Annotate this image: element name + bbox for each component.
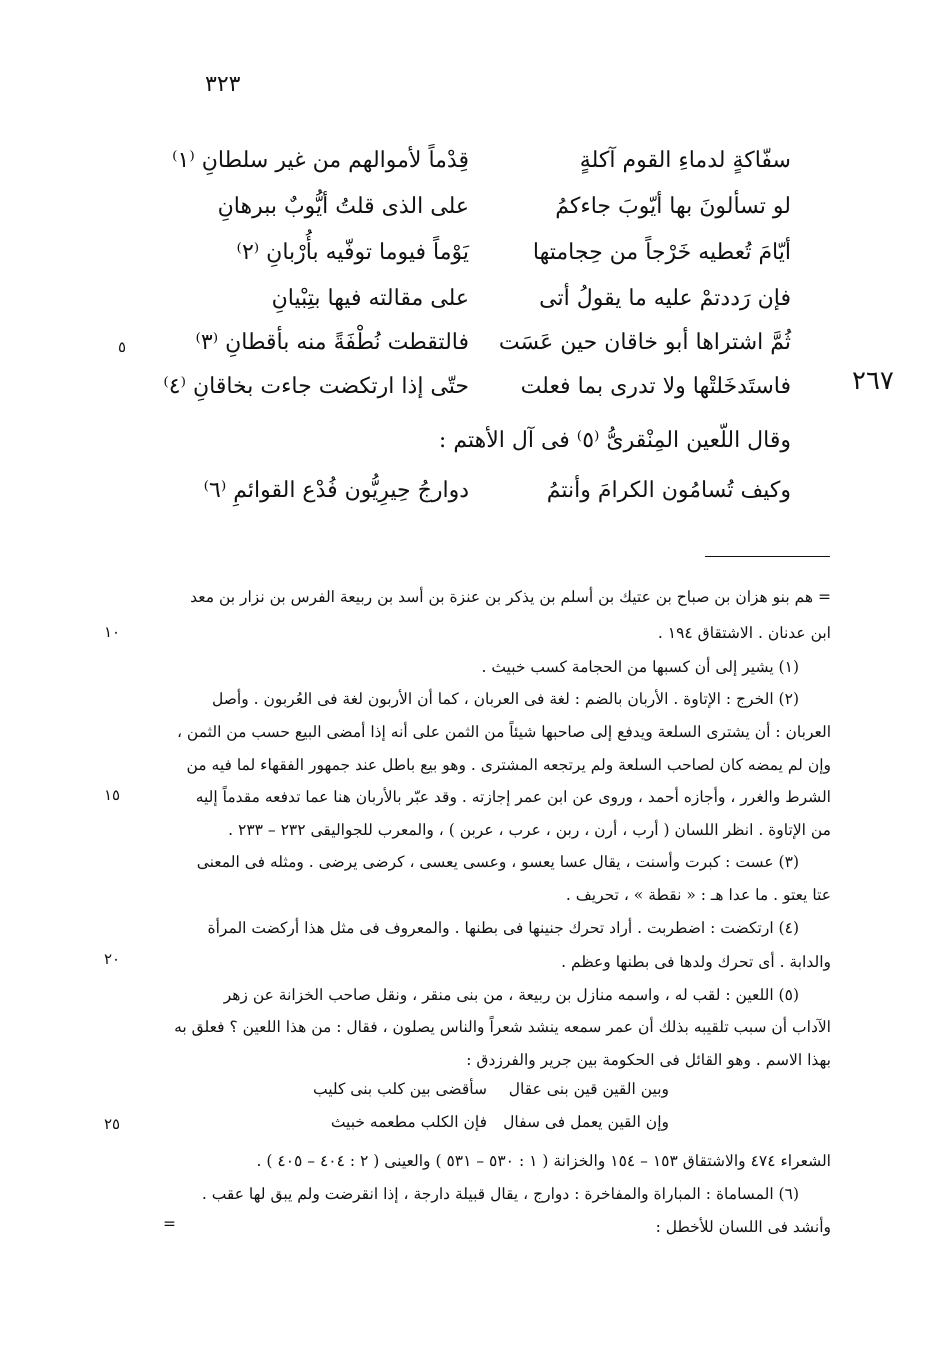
continuation-mark: =: [163, 1215, 176, 1233]
verse-1-second-hemistich: قِدْماً لأموالهم من غير سلطانِ ⁽١⁾: [172, 148, 469, 173]
footnote-line: الآداب أن سبب تلقيبه بذلك أن عمر سمعه ينشد شعراً والناس يصلون ، فقال : من هذا اللعين ؟ فعلق به: [174, 1018, 831, 1036]
footnote-verse-2-second: وإن القين يعمل فى سفال: [503, 1113, 669, 1131]
footnote-line: = هم بنو هزان بن صباح بن عتيك بن أسلم بن يذكر بن عنزة بن أسد بن ربيعة الفرس بن نزار بن معد: [190, 588, 831, 606]
footnote-line: وإن لم يمضه كان لصاحب السلعة ولم يرتجعه المشترى . وهو بيع باطل عند جمهور الفقهاء لما فيه من: [186, 756, 831, 774]
verse-5-first-hemistich: ثُمَّ اشتراها أبو خاقان حين عَسَت: [498, 330, 791, 355]
footnote-line: (١) يشير إلى أن كسبها من الحجامة كسب خبيث .: [481, 658, 799, 676]
footnote-line: (٦) المساماة : المباراة والمفاخرة : دوارج ، يقال قبيلة دارجة ، إذا انقرضت ولم يبق لها عقب .: [201, 1185, 799, 1203]
verse-7-first-hemistich: وكيف تُسامُون الكرامَ وأنتمُ: [546, 478, 791, 503]
footnote-line: من الإتاوة . انظر اللسان ( أرب ، أرن ، ربن ، عرب ، عربن ) ، والمعرب للجواليقى ٢٣٢ – ٢٣٣ .: [228, 821, 831, 839]
footnote-line: الشعراء ٤٧٤ والاشتقاق ١٥٣ – ١٥٤ والخزانة ( ١ : ٥٣٠ – ٥٣١ ) والعينى ( ٢ : ٤٠٤ – ٤٠٥ ) .: [256, 1152, 831, 1170]
verse-3-first-hemistich: أيّامَ تُعطيه خَرْجاً من حِجامتها: [532, 240, 791, 265]
footnote-line: (٤) ارتكضت : اضطربت . أراد تحرك جنينها فى بطنها . والمعروف فى مثل هذا أركضت المرأة: [207, 919, 799, 937]
verse-4-second-hemistich: على مقالته فيها بتِبْيانِ: [271, 286, 469, 311]
verse-1-first-hemistich: سفّاكةٍ لدماءِ القوم آكلةٍ: [579, 148, 791, 173]
footnote-verse-1-first: سأقضى بين كلب بنى كليب: [312, 1080, 487, 1098]
footnote-line: العربان : أن يشترى السلعة ويدفع إلى صاحبها شيئاً من الثمن على أنه إذا أمضى البيع حسب من الثمن ،: [176, 723, 831, 741]
poem-intro: وقال اللّعين المِنْقرىُّ ⁽٥⁾ فى آل الأهتم :: [438, 428, 791, 453]
footnote-line: (٥) اللعين : لقب له ، واسمه منازل بن ربيعة ، من بنى منقر ، ونقل صاحب الخزانة عن زهر: [223, 986, 799, 1004]
verse-7-second-hemistich: دوارجُ حِيرِيُّون فُدْع القوائمِ ⁽٦⁾: [203, 478, 469, 503]
line-number-15: ١٥: [104, 786, 121, 804]
footnote-line: عتا يعتو . ما عدا هـ : « نقطة » ، تحريف .: [565, 886, 831, 904]
footnote-line: الشرط والغرر ، وأجازه أحمد ، وروى عن ابن عمر إجازته . وقد عبّر بالأربان هنا عما تدفعه مقدماً إليه: [195, 788, 831, 806]
line-number-10: ١٠: [104, 623, 121, 641]
footnote-line: (٢) الخرج : الإتاوة . الأربان بالضم : لغة فى العربان ، كما أن الأربون لغة فى العُربون . وأصل: [212, 690, 799, 708]
verse-2-first-hemistich: لو تسألونَ بها أيّوبَ جاءكمُ: [555, 194, 791, 219]
footnote-line: ابن عدنان . الاشتقاق ١٩٤ .: [657, 624, 831, 642]
line-number-5: ٥: [118, 338, 127, 356]
verse-3-second-hemistich: يَوْماً فيوما توفّيه بأُرْبانِ ⁽٢⁾: [236, 240, 469, 265]
footnote-line: (٣) عست : كبرت وأسنت ، يقال عسا يعسو ، وعسى يعسى ، كرضى يرضى . ومثله فى المعنى: [196, 853, 799, 871]
footnote-separator: [705, 556, 830, 557]
verse-2-second-hemistich: على الذى قلتُ أيُّوبٌ ببرهانِ: [217, 194, 469, 219]
verse-6-second-hemistich: حتّى إذا ارتكضت جاءت بخاقانِ ⁽٤⁾: [163, 374, 469, 399]
footnote-verse-1-second: وبين القين قين بنى عقال: [508, 1080, 669, 1098]
line-number-20: ٢٠: [104, 950, 121, 968]
line-number-25: ٢٥: [104, 1115, 121, 1133]
footnote-line: والدابة . أى تحرك ولدها فى بطنها وعظم .: [561, 953, 831, 971]
verse-5-second-hemistich: فالتقطت نُطْفَةً منه بأقطانِ ⁽٣⁾: [195, 330, 469, 355]
margin-reference-number: ٢٦٧: [852, 366, 894, 396]
verse-6-first-hemistich: فاستَدخَلتْها ولا تدرى بما فعلت: [520, 374, 791, 399]
footnote-line: وأنشد فى اللسان للأخطل :: [655, 1218, 831, 1236]
footnote-verse-2-first: فإن الكلب مطعمه خبيث: [330, 1113, 487, 1131]
footnote-line: بهذا الاسم . وهو القائل فى الحكومة بين جرير والفرزدق :: [466, 1051, 831, 1069]
verse-4-first-hemistich: فإن رَددتمْ عليه ما يقولُ أتى: [539, 286, 791, 311]
page-number: ٣٢٣: [205, 72, 241, 97]
